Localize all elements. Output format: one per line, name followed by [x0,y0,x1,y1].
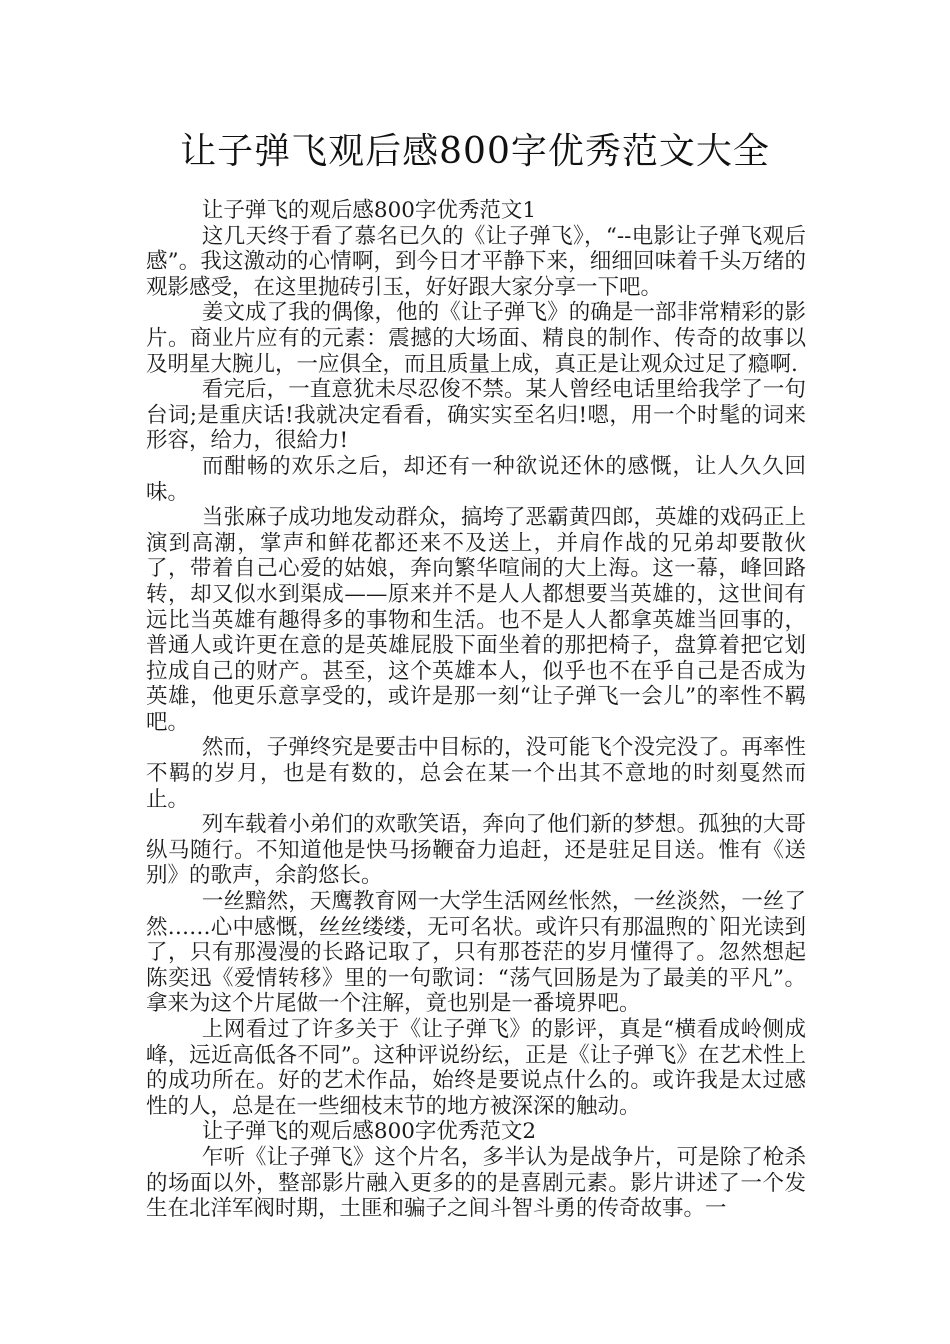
paragraph: 上网看过了许多关于《让子弹飞》的影评，真是“横看成岭侧成峰，远近高低各不同”。这种评说纷纭，正是《让子弹飞》在艺术性上的成功所在。好的艺术作品，始终是要说点什么的。或许我是太过感性的人，总是在一些细枝末节的地方被深深的触动。 [146,1017,806,1119]
paragraph: 一丝黯然，天鹰教育网一大学生活网丝怅然，一丝淡然，一丝了然……心中感慨，丝丝缕缕，无可名状。或许只有那温煦的`阳光读到了，只有那漫漫的长路记取了，只有那苍茫的岁月懂得了。忽然想起陈奕迅《爱情转移》里的一句歌词：“荡气回肠是为了最美的平凡”。拿来为这个片尾做一个注解，竟也别是一番境界吧。 [146,889,806,1017]
paragraph: 乍听《让子弹飞》这个片名，多半认为是战争片，可是除了枪杀的场面以外，整部影片融入更多的的是喜剧元素。影片讲述了一个发生在北洋军阀时期，土匪和骗子之间斗智斗勇的传奇故事。一 [146,1144,806,1222]
paragraph: 当张麻子成功地发动群众，搞垮了恶霸黄四郎，英雄的戏码正上演到高潮，掌声和鲜花都还来不及送上，并肩作战的兄弟却要散伙了，带着自己心爱的姑娘，奔向繁华喧闹的大上海。这一幕，峰回路转，却又似水到渠成——原来并不是人人都想要当英雄的，这世间有远比当英雄有趣得多的事物和生活。也不是人人都拿英雄当回事的，普通人或许更在意的是英雄屁股下面坐着的那把椅子，盘算着把它划拉成自己的财产。甚至，这个英雄本人，似乎也不在乎自己是否成为英雄，他更乐意享受的，或许是那一刻“让子弹飞一会儿”的率性不羁吧。 [146,505,806,735]
paragraph: 列车载着小弟们的欢歌笑语，奔向了他们新的梦想。孤独的大哥纵马随行。不知道他是快马扬鞭奋力追赶，还是驻足目送。惟有《送别》的歌声，余韵悠长。 [146,812,806,889]
paragraph: 姜文成了我的偶像，他的《让子弹飞》的确是一部非常精彩的影片。商业片应有的元素：震撼的大场面、精良的制作、传奇的故事以及明星大腕儿，一应俱全，而且质量上成，真正是让观众过足了瘾啊. [146,300,806,377]
paragraph: 然而，子弹终究是要击中目标的，没可能飞个没完没了。再率性不羁的岁月，也是有数的，总会在某一个出其不意地的时刻戛然而止。 [146,735,806,812]
paragraph: 这几天终于看了慕名已久的《让子弹飞》，“--电影让子弹飞观后感”。我这激动的心情啊，到今日才平静下来，细细回味着千头万绪的观影感受，在这里抛砖引玉，好好跟大家分享一下吧。 [146,223,806,300]
section-heading: 让子弹飞的观后感800字优秀范文2 [201,1119,537,1145]
document-title: 让子弹飞观后感800字优秀范文大全 [180,131,770,172]
document-body [146,198,806,1222]
section-heading: 让子弹飞的观后感800字优秀范文1 [201,198,537,223]
paragraph: 而酣畅的欢乐之后，却还有一种欲说还休的感慨，让人久久回味。 [146,453,806,505]
paragraph: 看完后，一直意犹未尽忍俊不禁。某人曾经电话里给我学了一句台词;是重庆话!我就决定看看，确实实至名归!嗯，用一个时髦的词来形容，给力，很給力! [146,377,806,454]
